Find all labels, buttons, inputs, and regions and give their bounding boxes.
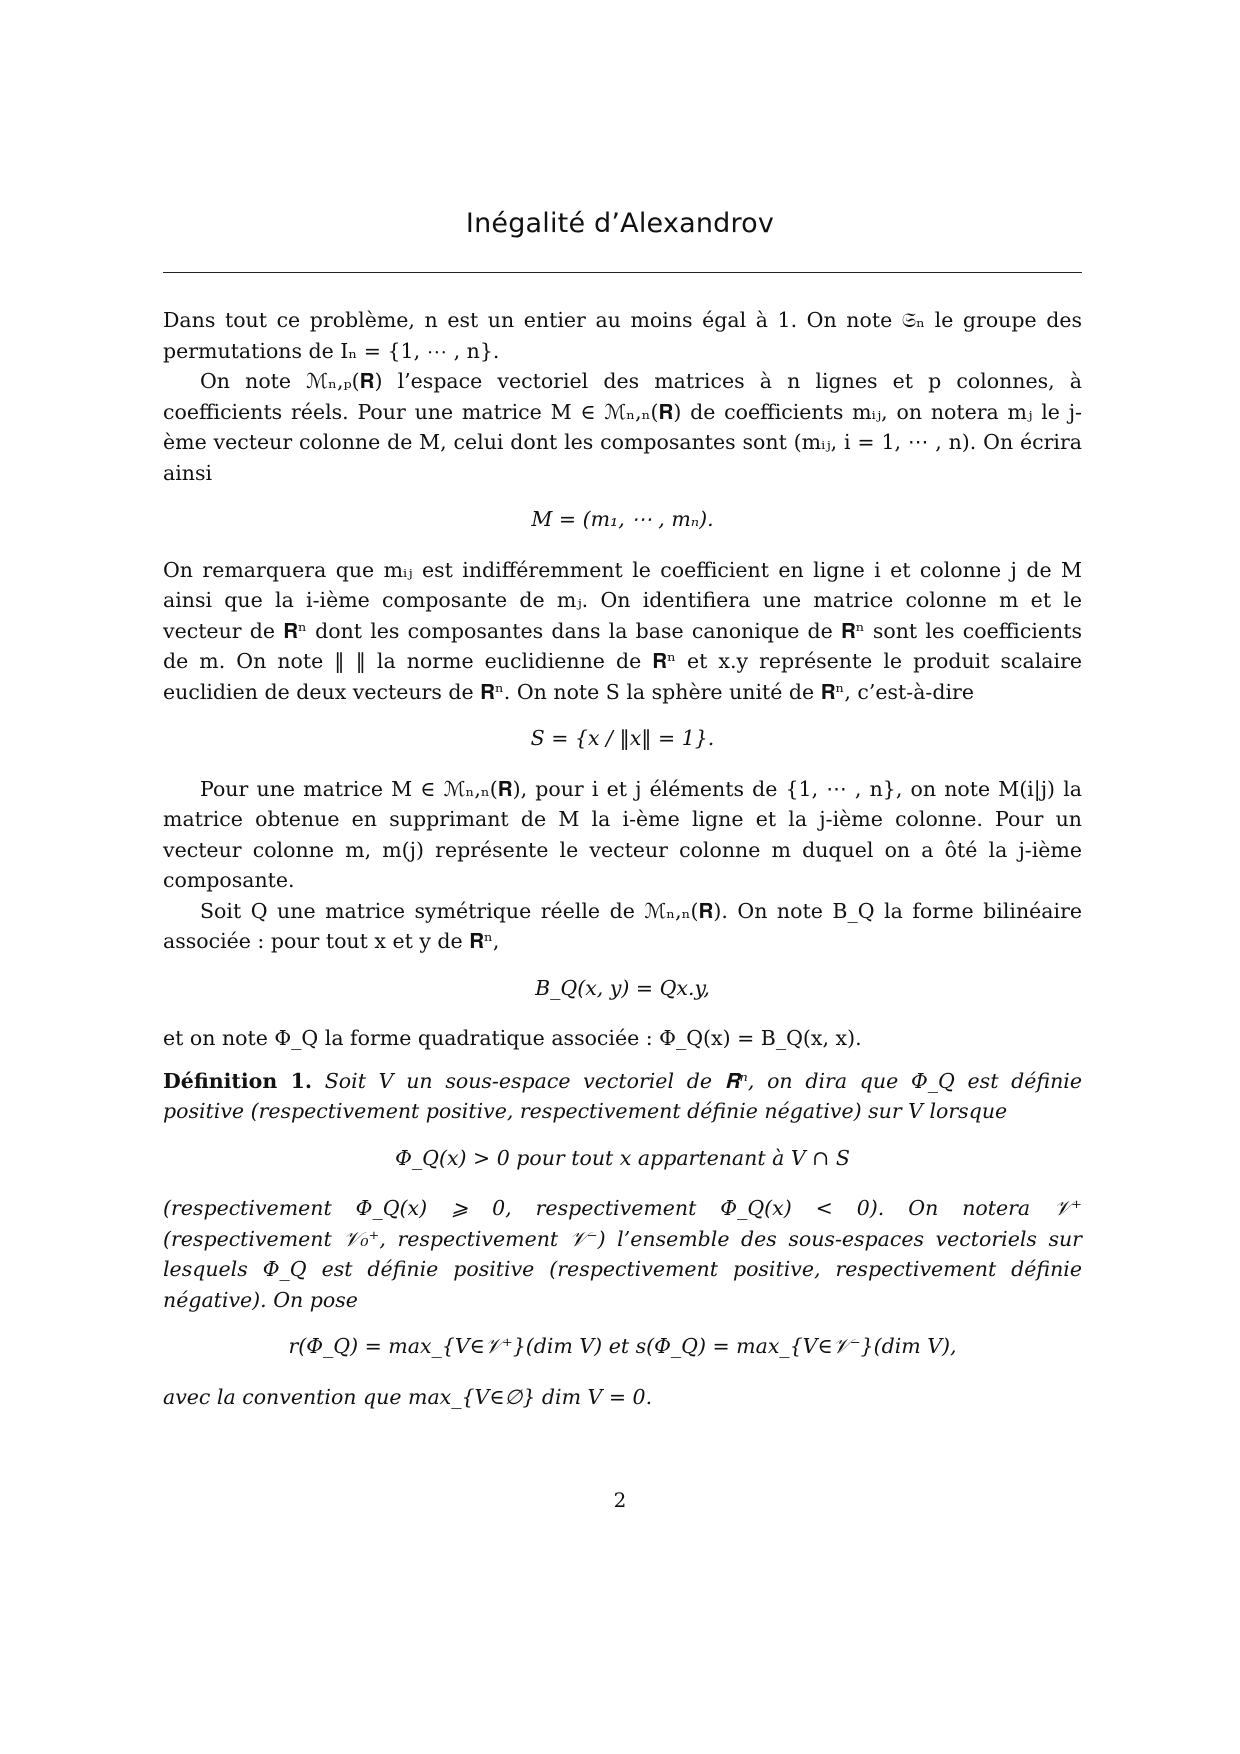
equation-m-columns: M = (m₁, ⋯ , mₙ). <box>531 507 714 531</box>
page-title: Inégalité d’Alexandrov <box>465 208 775 239</box>
equation-positive: Φ_Q(x) > 0 pour tout x appartenant à V ∩ S <box>395 1145 850 1170</box>
paragraph-submatrix: Pour une matrice M ∈ ℳₙ,ₙ(𝐑), pour i et j éléments de {1, ⋯ , n}, on note M(i|j) la matrice obtenue en supprimant de M la i-ème ligne et la j-ième colonne. Pour un vecteur colonne m, m(j) représente le vecteur colonne m duquel on a ôté la j-ième composante. <box>163 776 1082 892</box>
paragraph-symmetric: Soit Q une matrice symétrique réelle de ℳₙ,ₙ(𝐑). On note B_Q la forme bilinéaire associée : pour tout x et y de 𝐑ⁿ, <box>163 898 1082 953</box>
definition-1 <box>163 1066 1082 1127</box>
paragraph-convention: avec la convention que max_{V∈∅} dim V = 0. <box>163 1384 653 1409</box>
header-rule <box>163 272 1082 273</box>
equation-unit-sphere: S = {x / ‖x‖ = 1}. <box>530 726 715 750</box>
equation-r-s: r(Φ_Q) = max_{V∈𝒱⁺}(dim V) et s(Φ_Q) = max_{V∈𝒱⁻}(dim V), <box>288 1334 957 1358</box>
paragraph-quadratic: et on note Φ_Q la forme quadratique associée : Φ_Q(x) = B_Q(x, x). <box>163 1026 862 1050</box>
definition-text: Soit V un sous-espace vectoriel de 𝐑ⁿ, on dira que Φ_Q est définie positive (respectivement positive, respectivement définie négative) sur V lorsque <box>163 1068 1082 1123</box>
paragraph-notation: On remarquera que mᵢⱼ est indifféremment le coefficient en ligne i et colonne j de M ainsi que la i-ième composante de mⱼ. On identifiera une matrice colonne m et le vecteur de 𝐑ⁿ dont les composantes dans la base canonique de 𝐑ⁿ sont les coefficients de m. On note ‖ ‖ la norme euclidienne de 𝐑ⁿ et x.y représente le produit scalaire euclidien de deux vecteurs de 𝐑ⁿ. On note S la sphère unité de 𝐑ⁿ, c’est-à-dire <box>163 557 1082 704</box>
definition-label: Définition 1. <box>163 1068 313 1093</box>
document-body <box>163 305 1082 1412</box>
paragraph-intro: Dans tout ce problème, n est un entier au moins égal à 1. On note 𝔖ₙ le groupe des permutations de Iₙ = {1, ⋯ , n}. <box>163 308 1082 363</box>
equation-bilinear: B_Q(x, y) = Qx.y, <box>535 975 710 1000</box>
paragraph-matrices: On note ℳₙ,ₚ(𝐑) l’espace vectoriel des matrices à n lignes et p colonnes, à coefficients réels. Pour une matrice M ∈ ℳₙ,ₙ(𝐑) de coefficients mᵢⱼ, on notera mⱼ le j-ème vecteur colonne de M, celui dont les composantes sont (mᵢⱼ, i = 1, ⋯ , n). On écrira ainsi <box>163 369 1082 485</box>
paragraph-respectively: (respectivement Φ_Q(x) ⩾ 0, respectivement Φ_Q(x) < 0). On notera 𝒱⁺ (respectivement 𝒱₀⁺, respectivement 𝒱⁻) l’ensemble des sous-espaces vectoriels sur lesquels Φ_Q est définie positive (respectivement positive, respectivement définie négative). On pose <box>163 1196 1082 1312</box>
page-number: 2 <box>613 1488 627 1512</box>
